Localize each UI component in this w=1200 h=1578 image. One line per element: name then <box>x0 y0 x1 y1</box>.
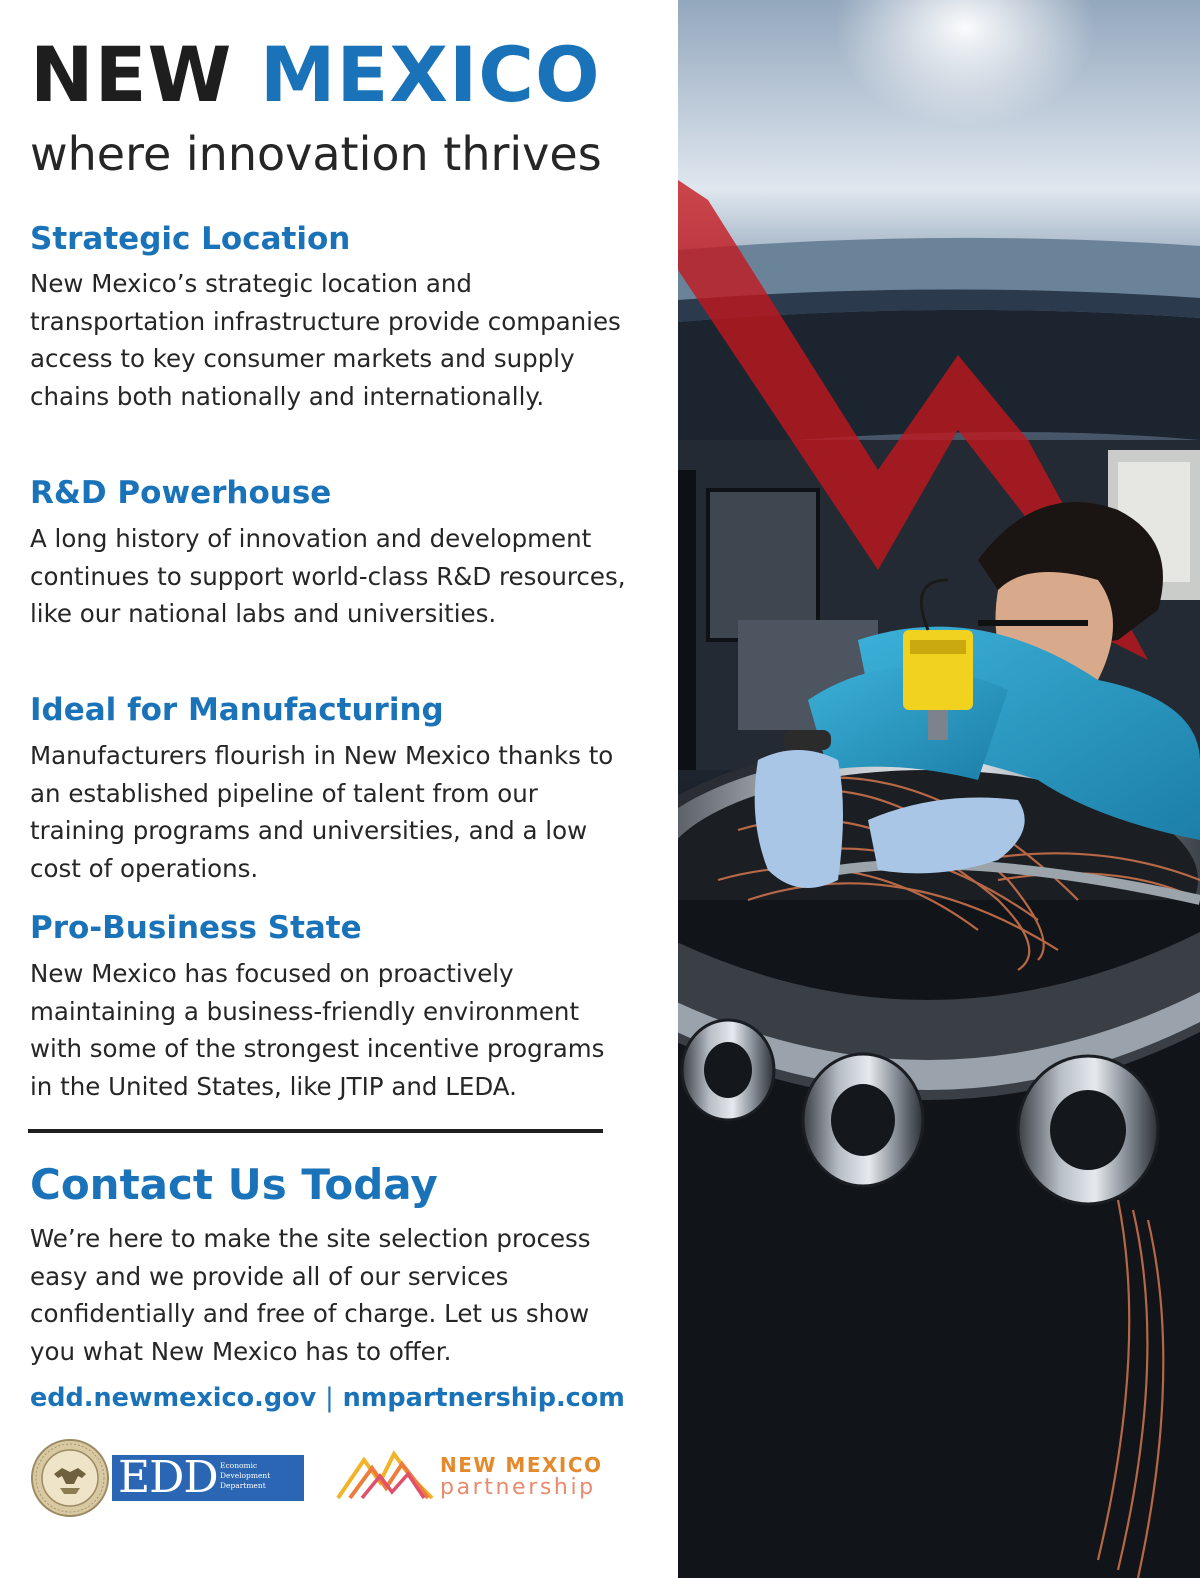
section-body-strategic-location: New Mexico’s strategic location and transportation infrastructure provide companies access to key consumer markets and supply chains both nationally and internationally. <box>30 269 621 411</box>
contact-body: We’re here to make the site selection process easy and we provide all of our services confidentially and free of charge. Let us show you what New Mexico has to offer. <box>30 1224 591 1366</box>
edd-letters: EDD <box>118 1452 218 1503</box>
nmp-name: NEW MEXICO <box>440 1453 603 1477</box>
edd-sub-line: Development <box>220 1471 271 1480</box>
section-body-pro-business: New Mexico has focused on proactively maintaining a business-friendly environment with some of the strongest incentive programs in the United States, like JTIP and LEDA. <box>30 959 605 1101</box>
section-heading-rd-powerhouse: R&D Powerhouse <box>30 475 332 511</box>
edd-wordmark <box>112 1452 304 1503</box>
contact-links <box>30 1380 625 1416</box>
edd-website-link[interactable]: edd.newmexico.gov <box>30 1383 317 1413</box>
title-word-mexico: MEXICO <box>259 30 601 119</box>
contact-heading: Contact Us Today <box>30 1160 438 1209</box>
section-body-rd-powerhouse: A long history of innovation and development continues to support world-class R&D resources, like our national labs and universities. <box>30 524 626 628</box>
divider <box>28 1129 603 1133</box>
edd-logo <box>30 1438 280 1520</box>
section-body-manufacturing: Manufacturers flourish in New Mexico thanks to an established pipeline of talent from our training programs and universities, and a low cost of operations. <box>30 741 614 883</box>
edd-subtitle <box>220 1461 300 1491</box>
section-heading-manufacturing: Ideal for Manufacturing <box>30 692 444 728</box>
edd-sub-line: Economic <box>220 1461 258 1470</box>
lab-photo-illustration <box>678 0 1200 1578</box>
nmp-website-link[interactable]: nmpartnership.com <box>342 1383 625 1413</box>
link-separator: | <box>325 1383 334 1413</box>
section-heading-pro-business: Pro-Business State <box>30 910 362 946</box>
state-seal-icon <box>30 1438 110 1518</box>
section-heading-strategic-location: Strategic Location <box>30 221 351 257</box>
nmp-tagline: partnership <box>440 1475 596 1500</box>
nm-partnership-logo <box>336 1444 606 1508</box>
mountain-logo-icon <box>336 1446 434 1502</box>
lab-technician-photo <box>678 0 1200 1578</box>
edd-sub-line: Department <box>220 1481 266 1490</box>
title-word-new: NEW <box>30 30 233 119</box>
page-title <box>30 30 601 120</box>
tagline: where innovation thrives <box>30 127 602 181</box>
